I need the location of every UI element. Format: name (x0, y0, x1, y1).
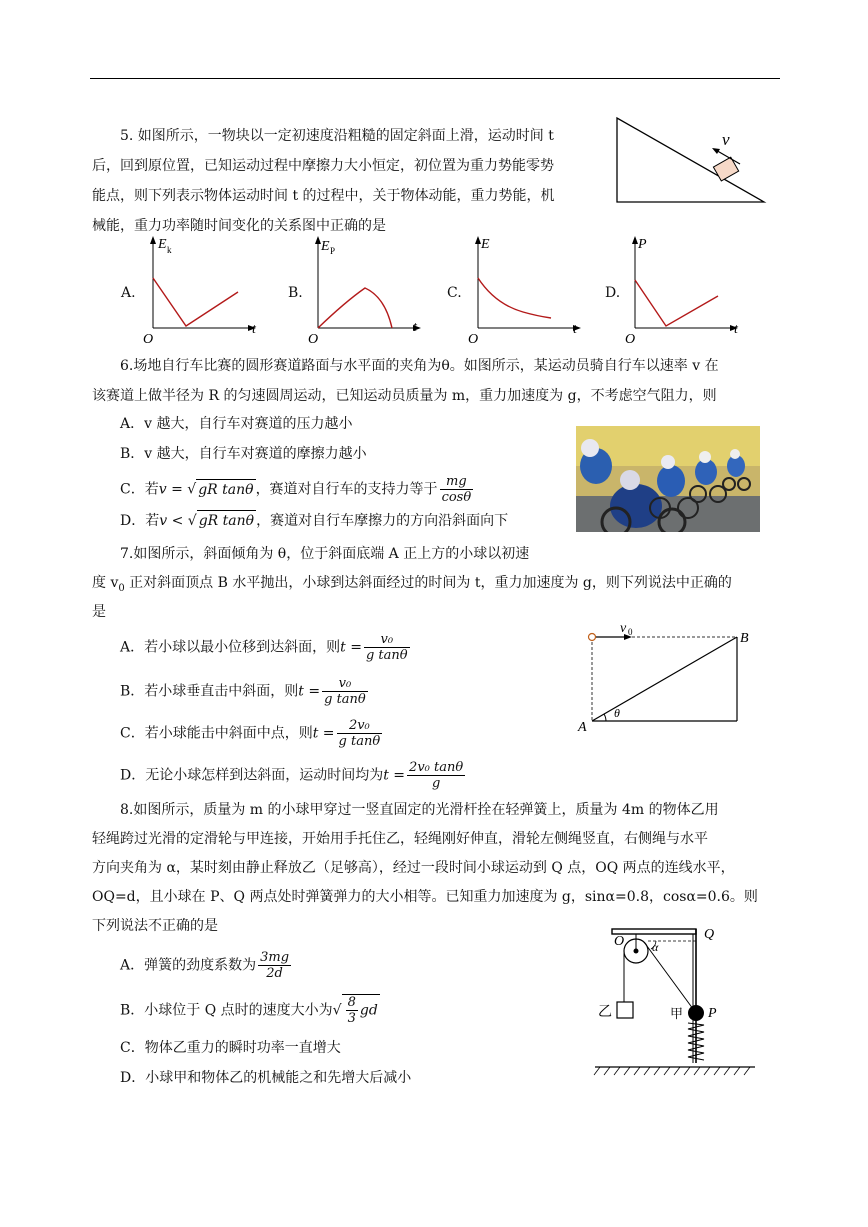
q7-line-1: 7.如图所示，斜面倾角为 θ，位于斜面底端 A 正上方的小球以初速 (120, 546, 530, 562)
q7-option-c[interactable]: C．若小球能击中斜面中点，则t = $\frac{\text{2v₀}}{\text{g tanθ}}$ (120, 718, 381, 749)
q6-option-c[interactable]: C．若v = √ gR tanθ ，赛道对自行车的支持力等于 $\frac{mg}{\cos\theta}$ (120, 474, 472, 505)
q7-line-2: 度 $v_0$ 正对斜面顶点 B 水平抛出，小球到达斜面经过的时间为 t，重力加速度为 g，则下列说法中正确的 (92, 575, 732, 594)
svg-text:O: O (143, 332, 154, 344)
svg-text:O: O (625, 332, 636, 344)
q5-graph-b (305, 232, 430, 344)
svg-text:乙: 乙 (598, 1005, 612, 1020)
svg-text:B: B (740, 631, 749, 646)
svg-text:E: E (321, 239, 330, 254)
q7-line-3: 是 (92, 604, 106, 620)
svg-text:O: O (614, 934, 625, 949)
q5-option-c-letter[interactable]: C. (447, 285, 462, 301)
q8-line-5: 下列说法不正确的是 (92, 918, 218, 934)
svg-text:甲: 甲 (670, 1006, 684, 1021)
q5-graph-c (465, 232, 590, 344)
svg-text:Q: Q (704, 927, 715, 942)
q8-option-a[interactable]: A．弹簧的劲度系数为 $\frac{3mg}{2d}$ (120, 950, 290, 981)
q5-graph-a (140, 232, 265, 344)
q5-option-a-letter[interactable]: A. (121, 285, 136, 301)
q6-option-d[interactable]: D．若v < √ gR tanθ ，赛道对自行车摩擦力的方向沿斜面向下 (120, 510, 508, 531)
svg-text:k: k (167, 245, 172, 255)
svg-text:P: P (638, 237, 647, 252)
q5-graph-d (622, 232, 747, 344)
svg-text:O: O (308, 332, 319, 344)
svg-text:E: E (158, 237, 167, 252)
q5-line-1: 5. 如图所示，一物块以一定初速度沿粗糙的固定斜面上滑，运动时间 t (120, 128, 554, 144)
q8-line-2: 轻绳跨过光滑的定滑轮与甲连接，开始用手托住乙，轻绳刚好伸直，滑轮左侧绳竖直，右侧绳与水平 (92, 831, 708, 847)
svg-text:O: O (468, 332, 479, 344)
q8-line-1: 8.如图所示，质量为 m 的小球甲穿过一竖直固定的光滑杆拴在轻弹簧上，质量为 4m 的物体乙用 (120, 802, 719, 818)
svg-text:t: t (734, 322, 738, 337)
svg-text:t: t (413, 320, 417, 335)
svg-text:P: P (330, 246, 336, 256)
q6-option-b[interactable]: B．v 越大，自行车对赛道的摩擦力越小 (120, 446, 367, 462)
q5-line-2: 后，回到原位置，已知运动过程中摩擦力大小恒定，初位置为重力势能零势 (92, 158, 554, 174)
q8-pulley-diagram (590, 920, 760, 1080)
q5-incline-diagram (612, 112, 772, 208)
svg-text:v: v (620, 621, 627, 636)
q6-line-1: 6.场地自行车比赛的圆形赛道路面与水平面的夹角为θ。如图所示，某运动员骑自行车以速率 v 在 (120, 358, 719, 374)
q5-option-b-letter[interactable]: B. (288, 285, 303, 301)
svg-text:P: P (708, 1006, 717, 1021)
svg-text:t: t (573, 322, 577, 337)
q8-option-c[interactable]: C．物体乙重力的瞬时功率一直增大 (120, 1040, 341, 1056)
q7-option-a[interactable]: A．若小球以最小位移到达斜面，则t = $\frac{\text{v₀}}{\text{g tanθ}}$ (120, 632, 408, 663)
q5-velocity-label: v (722, 130, 730, 149)
q6-cyclist-photo (576, 426, 760, 532)
q8-option-b[interactable]: B．小球位于 Q 点时的速度大小为√ $\frac{8}{3}$ gd (120, 995, 378, 1026)
q7-option-d[interactable]: D．无论小球怎样到达斜面，运动时间均为t = $\frac{\text{2v₀ tanθ}}{g}$ (120, 760, 464, 791)
q5-option-d-letter[interactable]: D. (605, 285, 621, 301)
header-rule (90, 78, 780, 79)
q8-line-4: OQ=d，且小球在 P、Q 两点处时弹簧弹力的大小相等。已知重力加速度为 g，sinα=0.8，cosα=0.6。则 (92, 889, 758, 905)
q8-line-3: 方向夹角为 α，某时刻由静止释放乙（足够高），经过一段时间小球运动到 Q 点，OQ 两点的连线水平， (92, 860, 735, 876)
q7-projectile-diagram (570, 615, 755, 740)
svg-text:θ: θ (614, 706, 620, 720)
svg-text:α: α (652, 940, 659, 954)
svg-text:t: t (252, 322, 256, 337)
svg-text:E: E (481, 237, 490, 252)
svg-text:A: A (578, 720, 587, 735)
svg-text:0: 0 (628, 627, 633, 637)
q7-option-b[interactable]: B．若小球垂直击中斜面，则t = $\frac{\text{v₀}}{\text{g tanθ}}$ (120, 676, 366, 707)
q6-line-2: 该赛道上做半径为 R 的匀速圆周运动，已知运动员质量为 m，重力加速度为 g，不考虑空气阻力，则 (92, 388, 717, 404)
q5-line-3: 能点，则下列表示物体运动时间 t 的过程中，关于物体动能，重力势能，机 (92, 188, 555, 204)
q6-option-a[interactable]: A．v 越大，自行车对赛道的压力越小 (120, 416, 353, 432)
q8-option-d[interactable]: D．小球甲和物体乙的机械能之和先增大后减小 (120, 1070, 412, 1086)
q5-line-4: 械能，重力功率随时间变化的关系图中正确的是 (92, 218, 386, 234)
